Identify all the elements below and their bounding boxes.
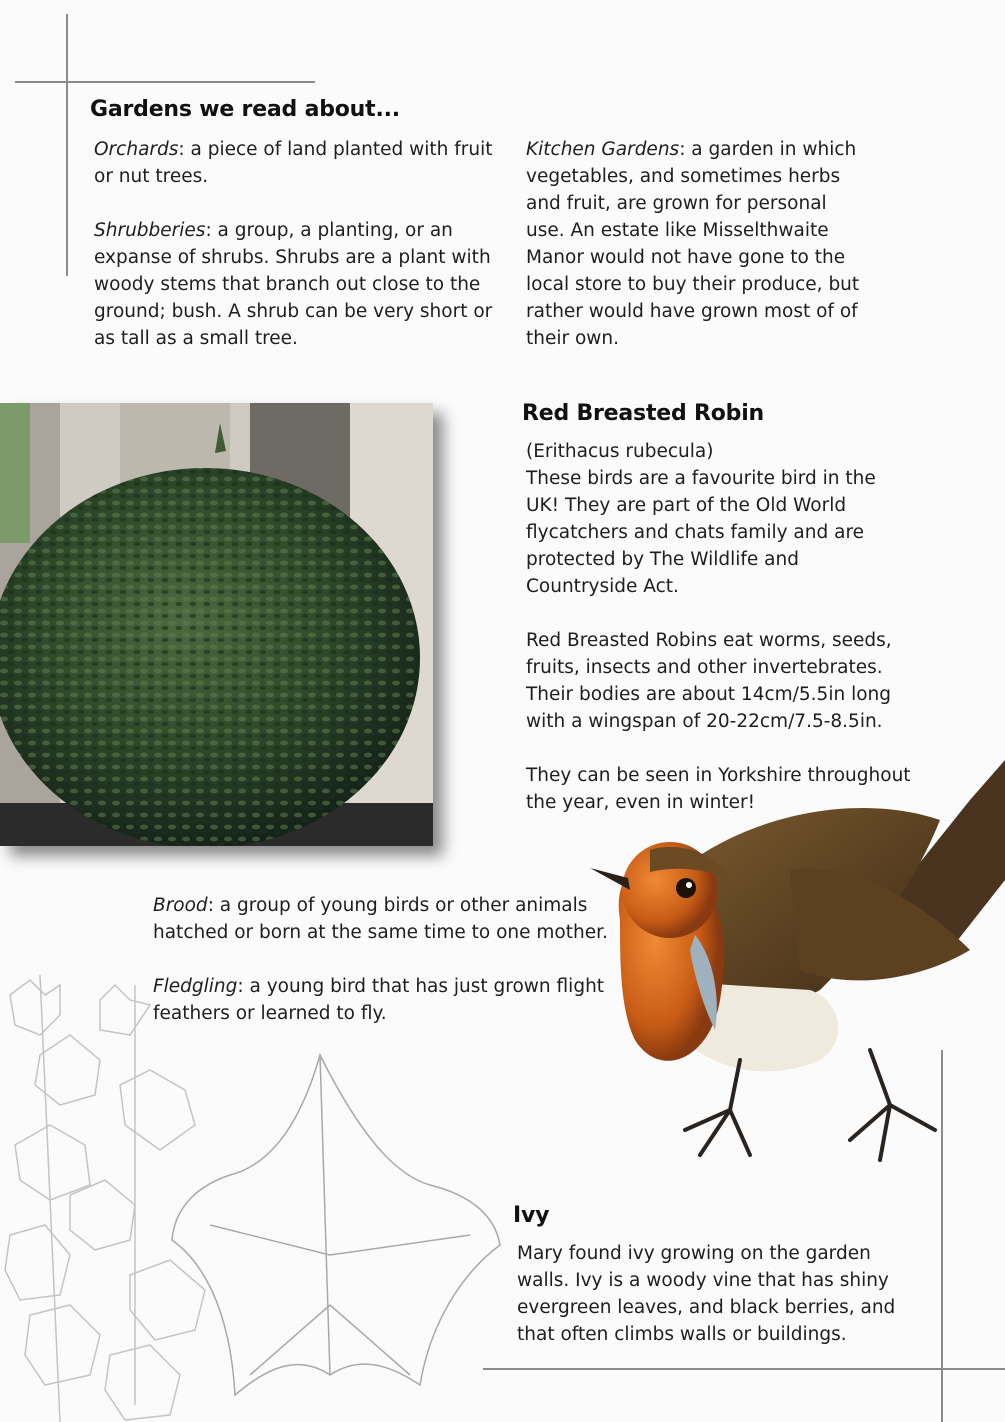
robin-season: They can be seen in Yorkshire throughout the year, even in winter! (526, 765, 911, 813)
ivy-leaves-illustration (0, 975, 510, 1422)
shrubberies-term: Shrubberies (94, 220, 206, 241)
shrubberies-text: : a group, a planting, or an expanse of shrubs. Shrubs are a plant with woody stems that branch out close to the ground; bush. A shrub can be very short or as tall as a small tree. (94, 220, 493, 349)
fledgling-term: Fledgling (153, 976, 238, 997)
frame-line-top-horizontal (15, 81, 315, 83)
robin-latin-name: (Erithacus rubecula) (526, 441, 714, 462)
brood-definition (153, 892, 608, 946)
gardens-heading: Gardens we read about... (90, 97, 400, 122)
kitchen-gardens-term: Kitchen Gardens (526, 139, 680, 160)
gardens-left-column (94, 136, 494, 352)
robin-heading: Red Breasted Robin (522, 401, 764, 426)
robin-intro: These birds are a favourite bird in the UK! They are part of the Old World flycatchers and chats family and are protected by The Wildlife and Countryside Act. (526, 468, 876, 597)
robin-illustration (590, 760, 1005, 1180)
shrubberies-definition (94, 217, 494, 352)
ivy-heading: Ivy (513, 1203, 550, 1228)
orchards-definition (94, 136, 494, 190)
brood-text: : a group of young birds or other animals hatched or born at the same time to one mother. (153, 895, 608, 943)
gardens-right-column (526, 136, 871, 352)
ivy-text: Mary found ivy growing on the garden walls. Ivy is a woody vine that has shiny evergreen leaves, and black berries, and that often climbs walls or buildings. (517, 1243, 896, 1345)
frame-line-bottom-horizontal (483, 1368, 1005, 1370)
ivy-body (517, 1240, 922, 1348)
shrub-photo (0, 403, 433, 846)
robin-intro-block (526, 438, 911, 600)
frame-line-top-vertical (66, 14, 68, 276)
robin-diet: Red Breasted Robins eat worms, seeds, fruits, insects and other invertebrates. Their bodies are about 14cm/5.5in long with a wingspan of 20-22cm/7.5-8.5in. (526, 630, 892, 732)
brood-term: Brood (153, 895, 208, 916)
kitchen-gardens-definition (526, 136, 871, 352)
shrub-illustration (0, 403, 433, 846)
kitchen-gardens-text: : a garden in which vegetables, and sometimes herbs and fruit, are grown for personal use. An estate like Misselthwaite Manor would not have gone to the local store to buy their produce, but rather would have grown most of of their own. (526, 139, 860, 349)
orchards-text: : a piece of land planted with fruit or nut trees. (94, 139, 493, 187)
orchards-term: Orchards (94, 139, 179, 160)
fledgling-text: : a young bird that has just grown flight feathers or learned to fly. (153, 976, 605, 1024)
